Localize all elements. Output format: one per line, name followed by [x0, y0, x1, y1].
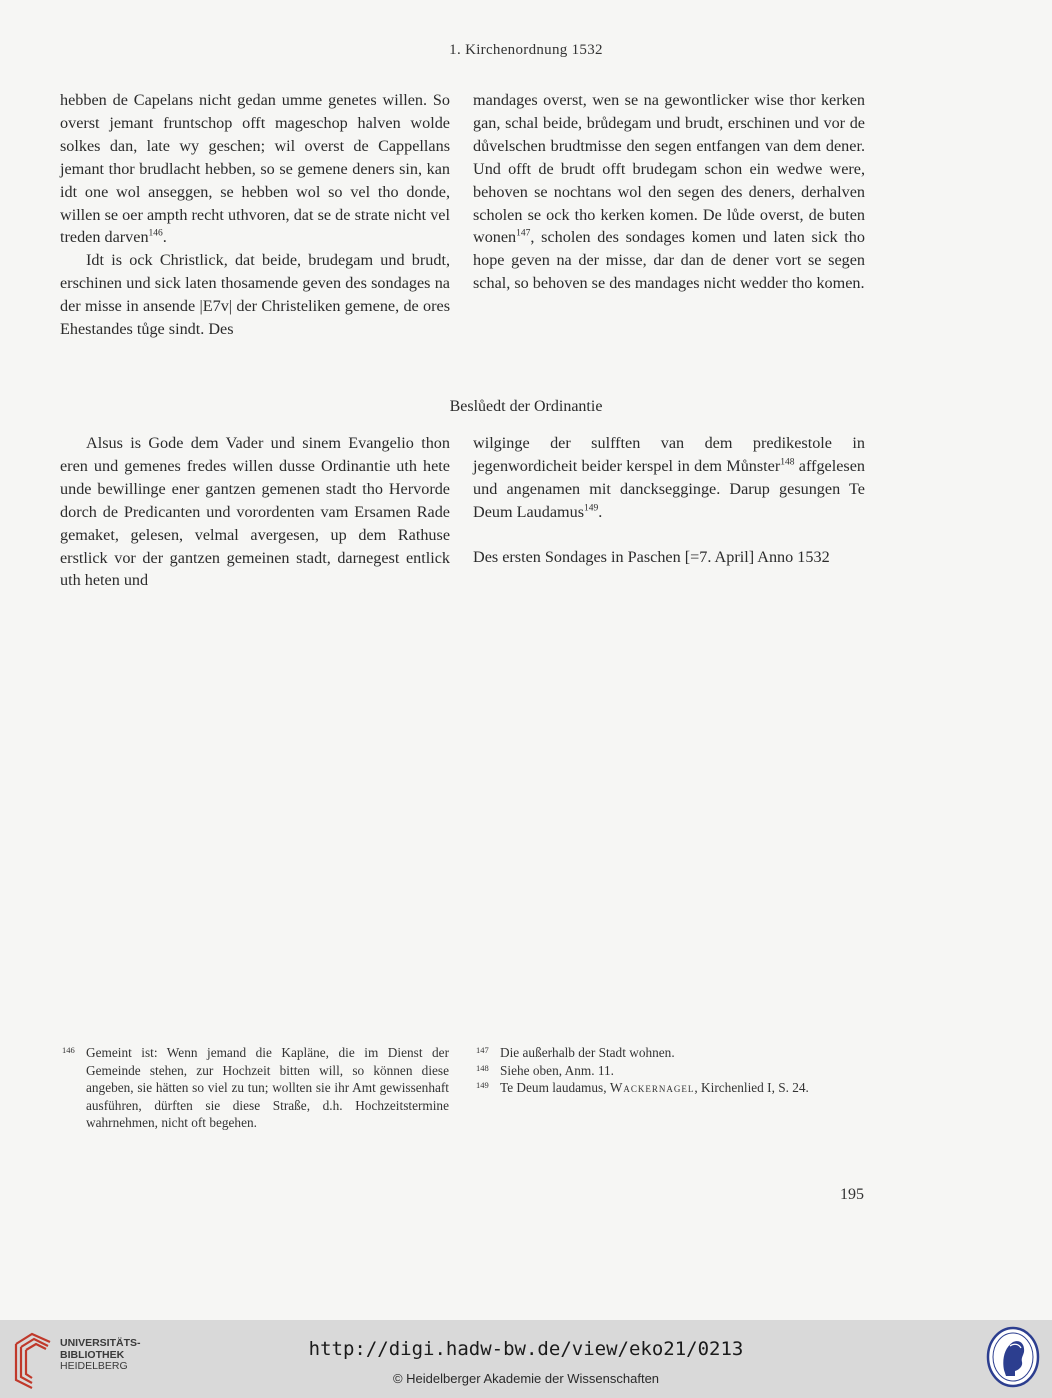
- permalink-url[interactable]: http://digi.hadw-bw.de/view/eko21/0213: [308, 1338, 744, 1360]
- viewer-footer: [0, 1320, 1052, 1398]
- running-title: 1. Kirchenordnung 1532: [449, 42, 603, 58]
- footnote: 147 Die außerhalb der Stadt wohnen.: [474, 1044, 865, 1062]
- dateline: Des ersten Sondages in Paschen [=7. April] Anno 1532: [473, 547, 830, 566]
- footnote-number: 146: [62, 1045, 75, 1055]
- paragraph: Idt is ock Christlick, dat beide, brudegam und brudt, erschinen und sick laten thosamende geven des sondages na der misse in ansende |E7v| der Christeliken gemene, de ores Ehestandes tůge sindt. Des: [60, 251, 450, 339]
- footnote: 146 Gemeint ist: Wenn jemand die Kapläne, die im Dienst der Gemeinde stehen, zur Hochzeit bitten will, so können diese angeben, sie hätten so viel zu tun; wollten sie ihr Amt gewissenhaft ausführen, dürften sie diese Straße, d.h. Hochzeitstermine wahrnehmen, nicht oft begehen.: [60, 1044, 449, 1132]
- paragraph: mandages overst, wen se na gewontlicker wise thor kerken gan, schal beide, brůdegam und brudt, erschinen und vor de důvelschen brudtmisse den segen entfangen van dem dener. Und offt de brudt offt brudegam schon ein wedwe were, behoven se nochtans wol den segen des deners, derhalven scholen se ock tho kerken komen. De lůde overst, de buten wonen$^{147}$, scholen des sondages komen und laten sick tho hope geven na der misse, dar dan de dener vort se segen schal, so behoven se des mandages nicht wedder tho komen.: [473, 91, 865, 293]
- right-column-top: [473, 89, 865, 295]
- author-name: Wackernagel: [609, 1080, 695, 1096]
- footnote-ref[interactable]: 147: [516, 229, 531, 240]
- footnote-ref[interactable]: 148: [780, 457, 795, 468]
- library-name: UNIVERSITÄTS- BIBLIOTHEK HEIDELBERG: [60, 1337, 141, 1372]
- footnote: 149 Te Deum laudamus, Wackernagel, Kirchenlied I, S. 24.: [474, 1079, 865, 1097]
- footnote-ref[interactable]: 146: [148, 229, 163, 240]
- paragraph: Alsus is Gode dem Vader und sinem Evangelio thon eren und gemenes fredes willen dusse Ordinantie uth hete unde bewillinge ener gantzen gemenen stadt tho Hervorde dorch de Predicanten und vorordenten vam Ersamen Rade gemaket, gelesen, velmal avergesen, up dem Rathuse erstlick vor der gantzen gemeinen stadt, darnegest entlick uth heten und: [60, 434, 450, 590]
- paragraph: wilginge der sulfften van dem predikestole in jegenwordicheit beider kerspel in dem Můnster$^{148}$ affgelesen und angenamen mit dancksegginge. Darup gesungen Te Deum Laudamus$^{149}$.: [473, 434, 865, 521]
- academy-seal-icon[interactable]: [986, 1326, 1040, 1388]
- section-heading: Beslůedt der Ordinantie: [449, 398, 603, 415]
- footnote-number: 148: [476, 1062, 489, 1073]
- copyright-notice: © Heidelberger Akademie der Wissenschaften: [392, 1371, 660, 1386]
- footnotes-left: [60, 1044, 449, 1132]
- footnote-number: 147: [476, 1045, 489, 1055]
- footnote-ref[interactable]: 149: [584, 503, 599, 514]
- page-number: 195: [840, 1186, 864, 1203]
- footnote: 148 Siehe oben, Anm. 11.: [474, 1062, 865, 1080]
- footnotes-right: [474, 1044, 865, 1097]
- left-column-top: [60, 89, 450, 341]
- left-column-bottom: [60, 432, 450, 592]
- right-column-bottom: [473, 432, 865, 569]
- paragraph: hebben de Capelans nicht gedan umme genetes willen. So overst jemant fruntschop offt mageschop halven wolde solkes dan, late wy geschen; wil overst de Cappellans jemant thor brudlacht hebben, so se gemene deners sin, kan idt one wol anseggen, se hebben wol so vel tho donde, willen se oer ampth recht uthvoren, dat se de strate nicht vel treden darven$^{146}$.: [60, 91, 450, 247]
- footnote-number: 149: [476, 1080, 489, 1091]
